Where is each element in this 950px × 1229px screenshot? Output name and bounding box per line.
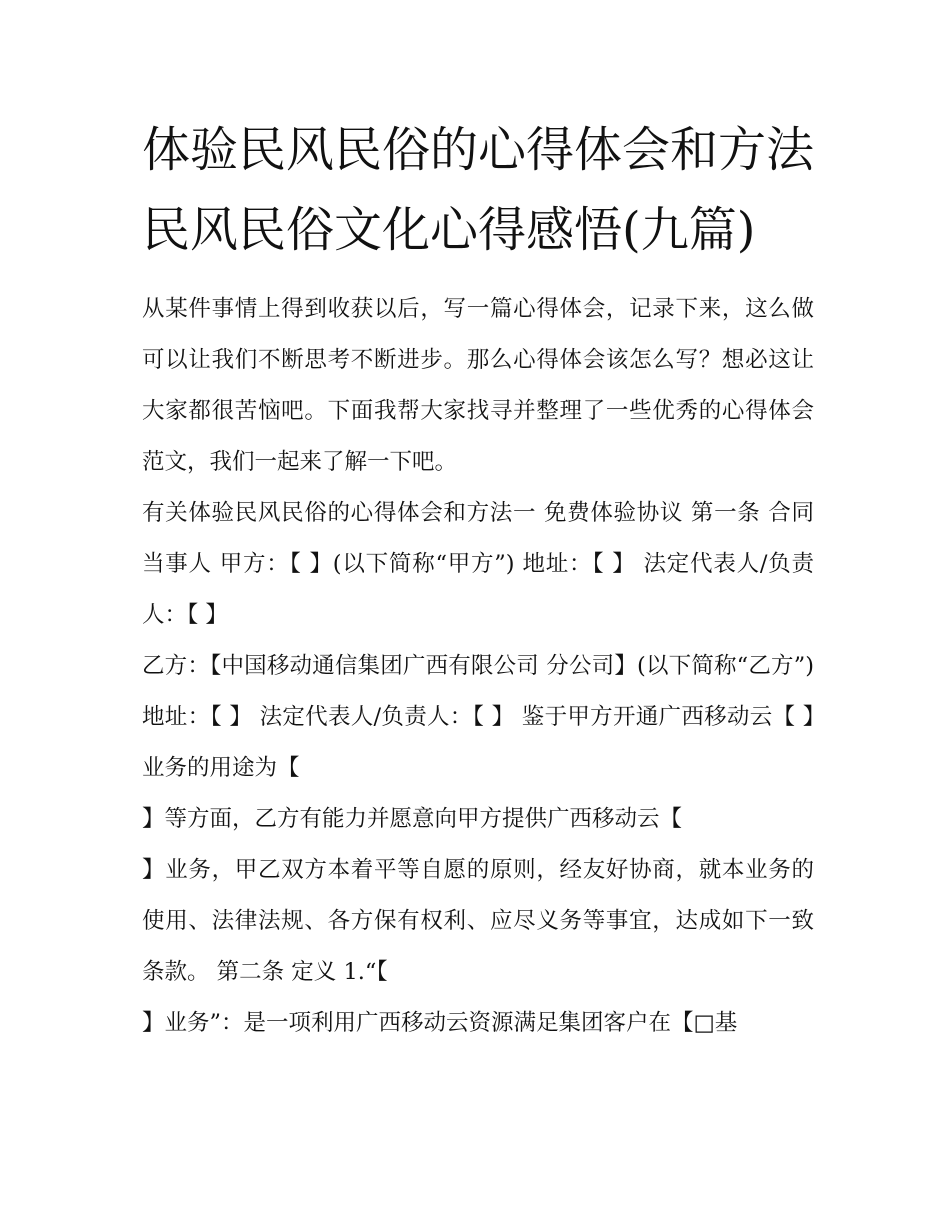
body-paragraph: 】等方面，乙方有能力并愿意向甲方提供广西移动云【 (142, 806, 683, 832)
body-paragraph: 】业务”：是一项利用广西移动云资源满足集团客户在【□基 (142, 1010, 738, 1036)
intro-paragraph: 从某件事情上得到收获以后，写一篇心得体会，记录下来，这么做可以让我们不断思考不断进步。那么心得体会该怎么写？想必这让大家都很苦恼吧。下面我帮大家找寻并整理了一些优秀的心得体会范文，我们一起来了解一下吧。 (142, 296, 814, 475)
body-paragraph: 】业务，甲乙双方本着平等自愿的原则，经友好协商，就本业务的使用、法律法规、各方保有权利、应尽义务等事宜，达成如下一致条款。 第二条 定义 1.“【 (142, 857, 814, 985)
body-paragraph: 有关体验民风民俗的心得体会和方法一 免费体验协议 第一条 合同当事人 甲方：【 】(以下简称“甲方”) 地址：【 】 法定代表人/负责人：【 】 (142, 500, 814, 628)
document-body (142, 110, 814, 1049)
document-title: 体验民风民俗的心得体会和方法 民风民俗文化心得感悟(九篇) (142, 122, 815, 258)
body-paragraph: 乙方：【中国移动通信集团广西有限公司 分公司】(以下简称“乙方”) 地址：【 】 法定代表人/负责人：【 】 鉴于甲方开通广西移动云【 】业务的用途为【 (142, 653, 814, 781)
